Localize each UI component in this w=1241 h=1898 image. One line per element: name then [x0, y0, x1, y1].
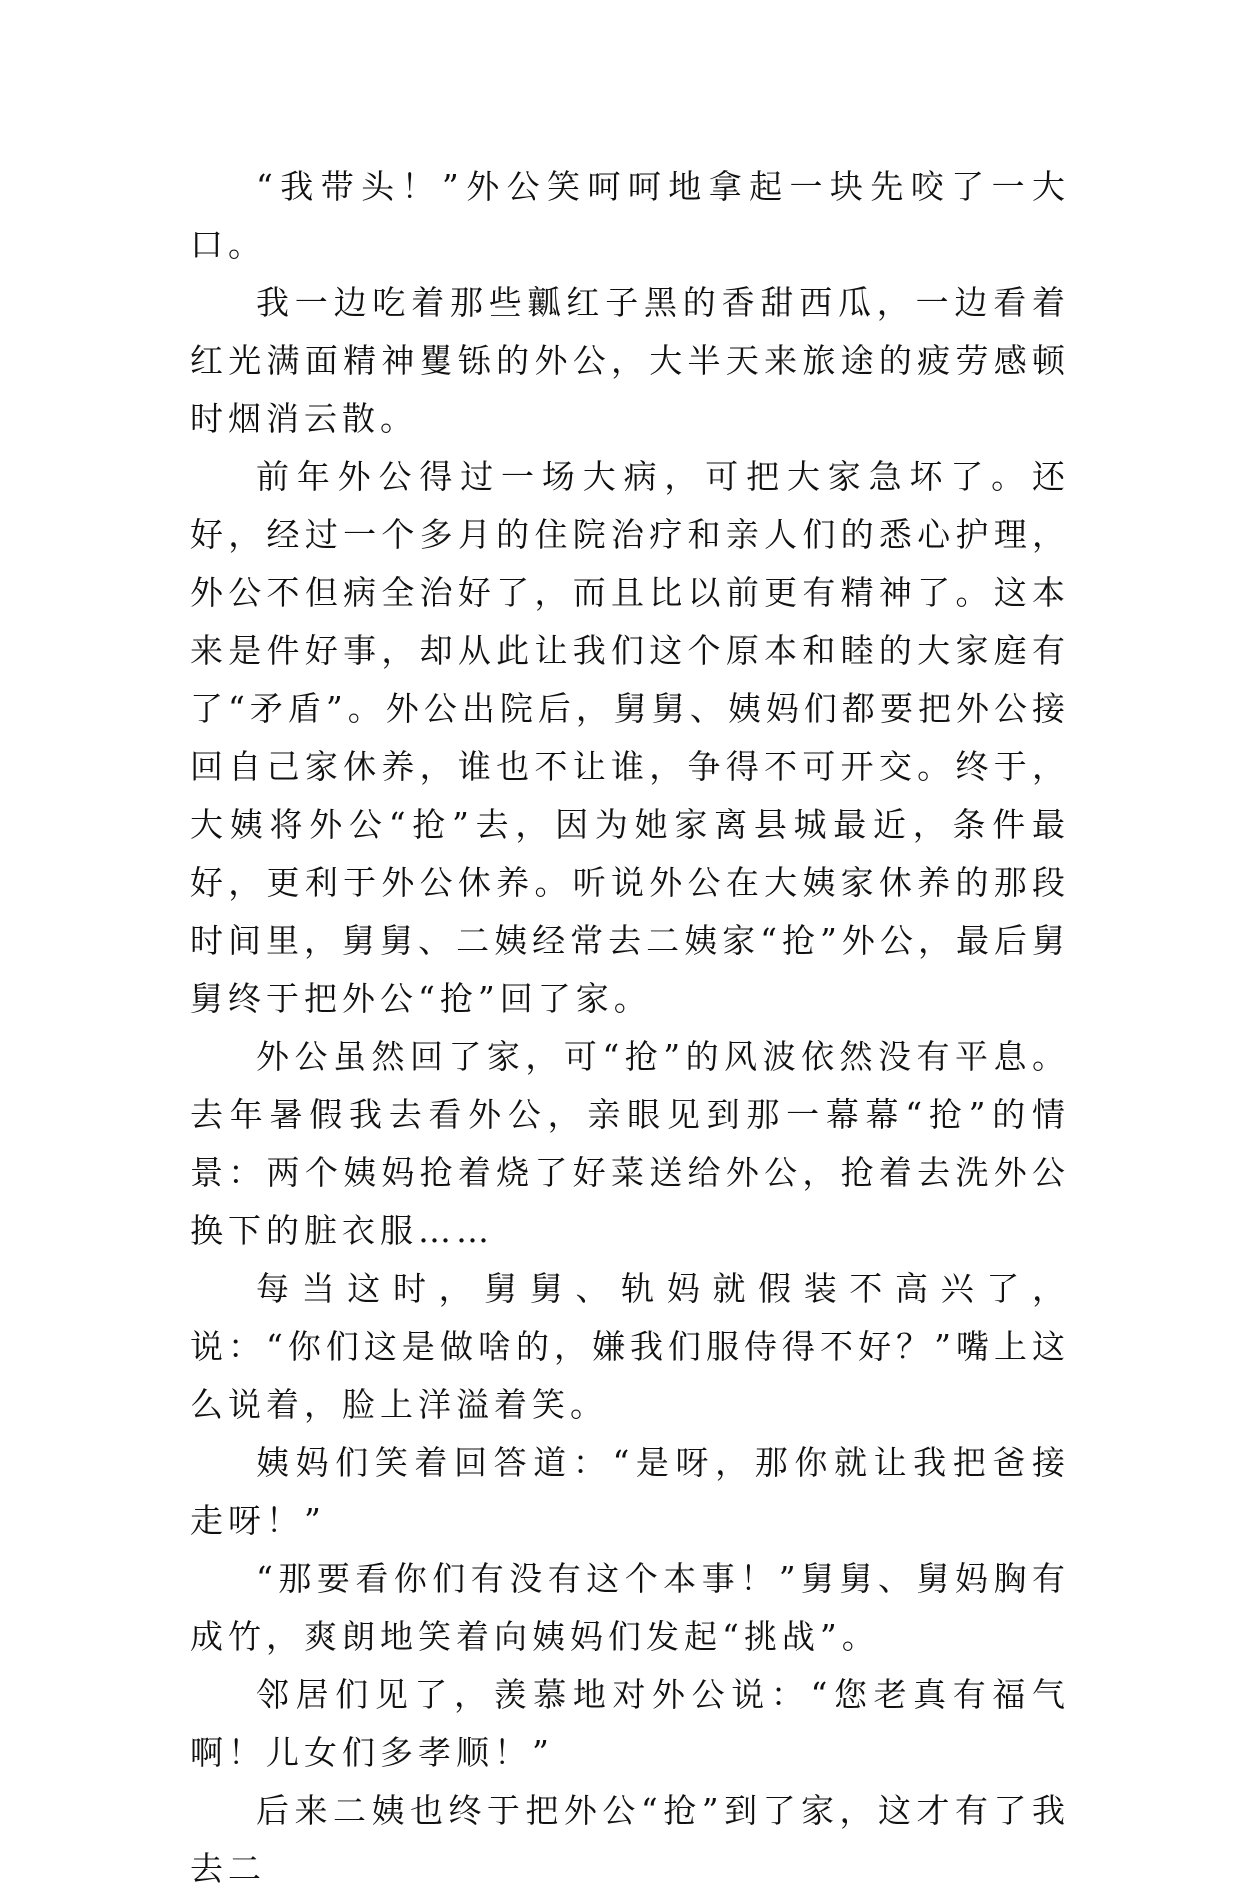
paragraph-6: 姨妈们笑着回答道：“是呀，那你就让我把爸接走呀！”	[190, 1443, 1070, 1540]
paragraph-2: 我一边吃着那些瓤红子黑的香甜西瓜，一边看着红光满面精神矍铄的外公，大半天来旅途的疲劳感顿时烟消云散。	[190, 283, 1070, 438]
paragraph-5: 每当这时，舅舅、轨妈就假装不高兴了，说：“你们这是做啥的，嫌我们服侍得不好？”嘴上这么说着，脸上洋溢着笑。	[190, 1269, 1070, 1424]
paragraph-3: 前年外公得过一场大病，可把大家急坏了。还好，经过一个多月的住院治疗和亲人们的悉心护理，外公不但病全治好了，而且比以前更有精神了。这本来是件好事，却从此让我们这个原本和睦的大家庭有了“矛盾”。外公出院后，舅舅、姨妈们都要把外公接回自己家休养，谁也不让谁，争得不可开交。终于，大姨将外公“抢”去，因为她家离县城最近，条件最好，更利于外公休养。听说外公在大姨家休养的那段时间里，舅舅、二姨经常去二姨家“抢”外公，最后舅舅终于把外公“抢”回了家。	[190, 457, 1070, 1018]
paragraph-1: “我带头！”外公笑呵呵地拿起一块先咬了一大口。	[190, 167, 1070, 264]
paragraph-8: 邻居们见了，羡慕地对外公说：“您老真有福气啊！儿女们多孝顺！”	[190, 1675, 1070, 1772]
paragraph-4: 外公虽然回了家，可“抢”的风波依然没有平息。去年暑假我去看外公，亲眼见到那一幕幕“抢”的情景：两个姨妈抢着烧了好菜送给外公，抢着去洗外公换下的脏衣服……	[190, 1037, 1070, 1250]
paragraph-9: 后来二姨也终于把外公“抢”到了家，这才有了我去二	[190, 1791, 1070, 1888]
paragraph-7: “那要看你们有没有这个本事！”舅舅、舅妈胸有成竹，爽朗地笑着向姨妈们发起“挑战”。	[190, 1559, 1070, 1656]
document-body	[190, 158, 1070, 1898]
